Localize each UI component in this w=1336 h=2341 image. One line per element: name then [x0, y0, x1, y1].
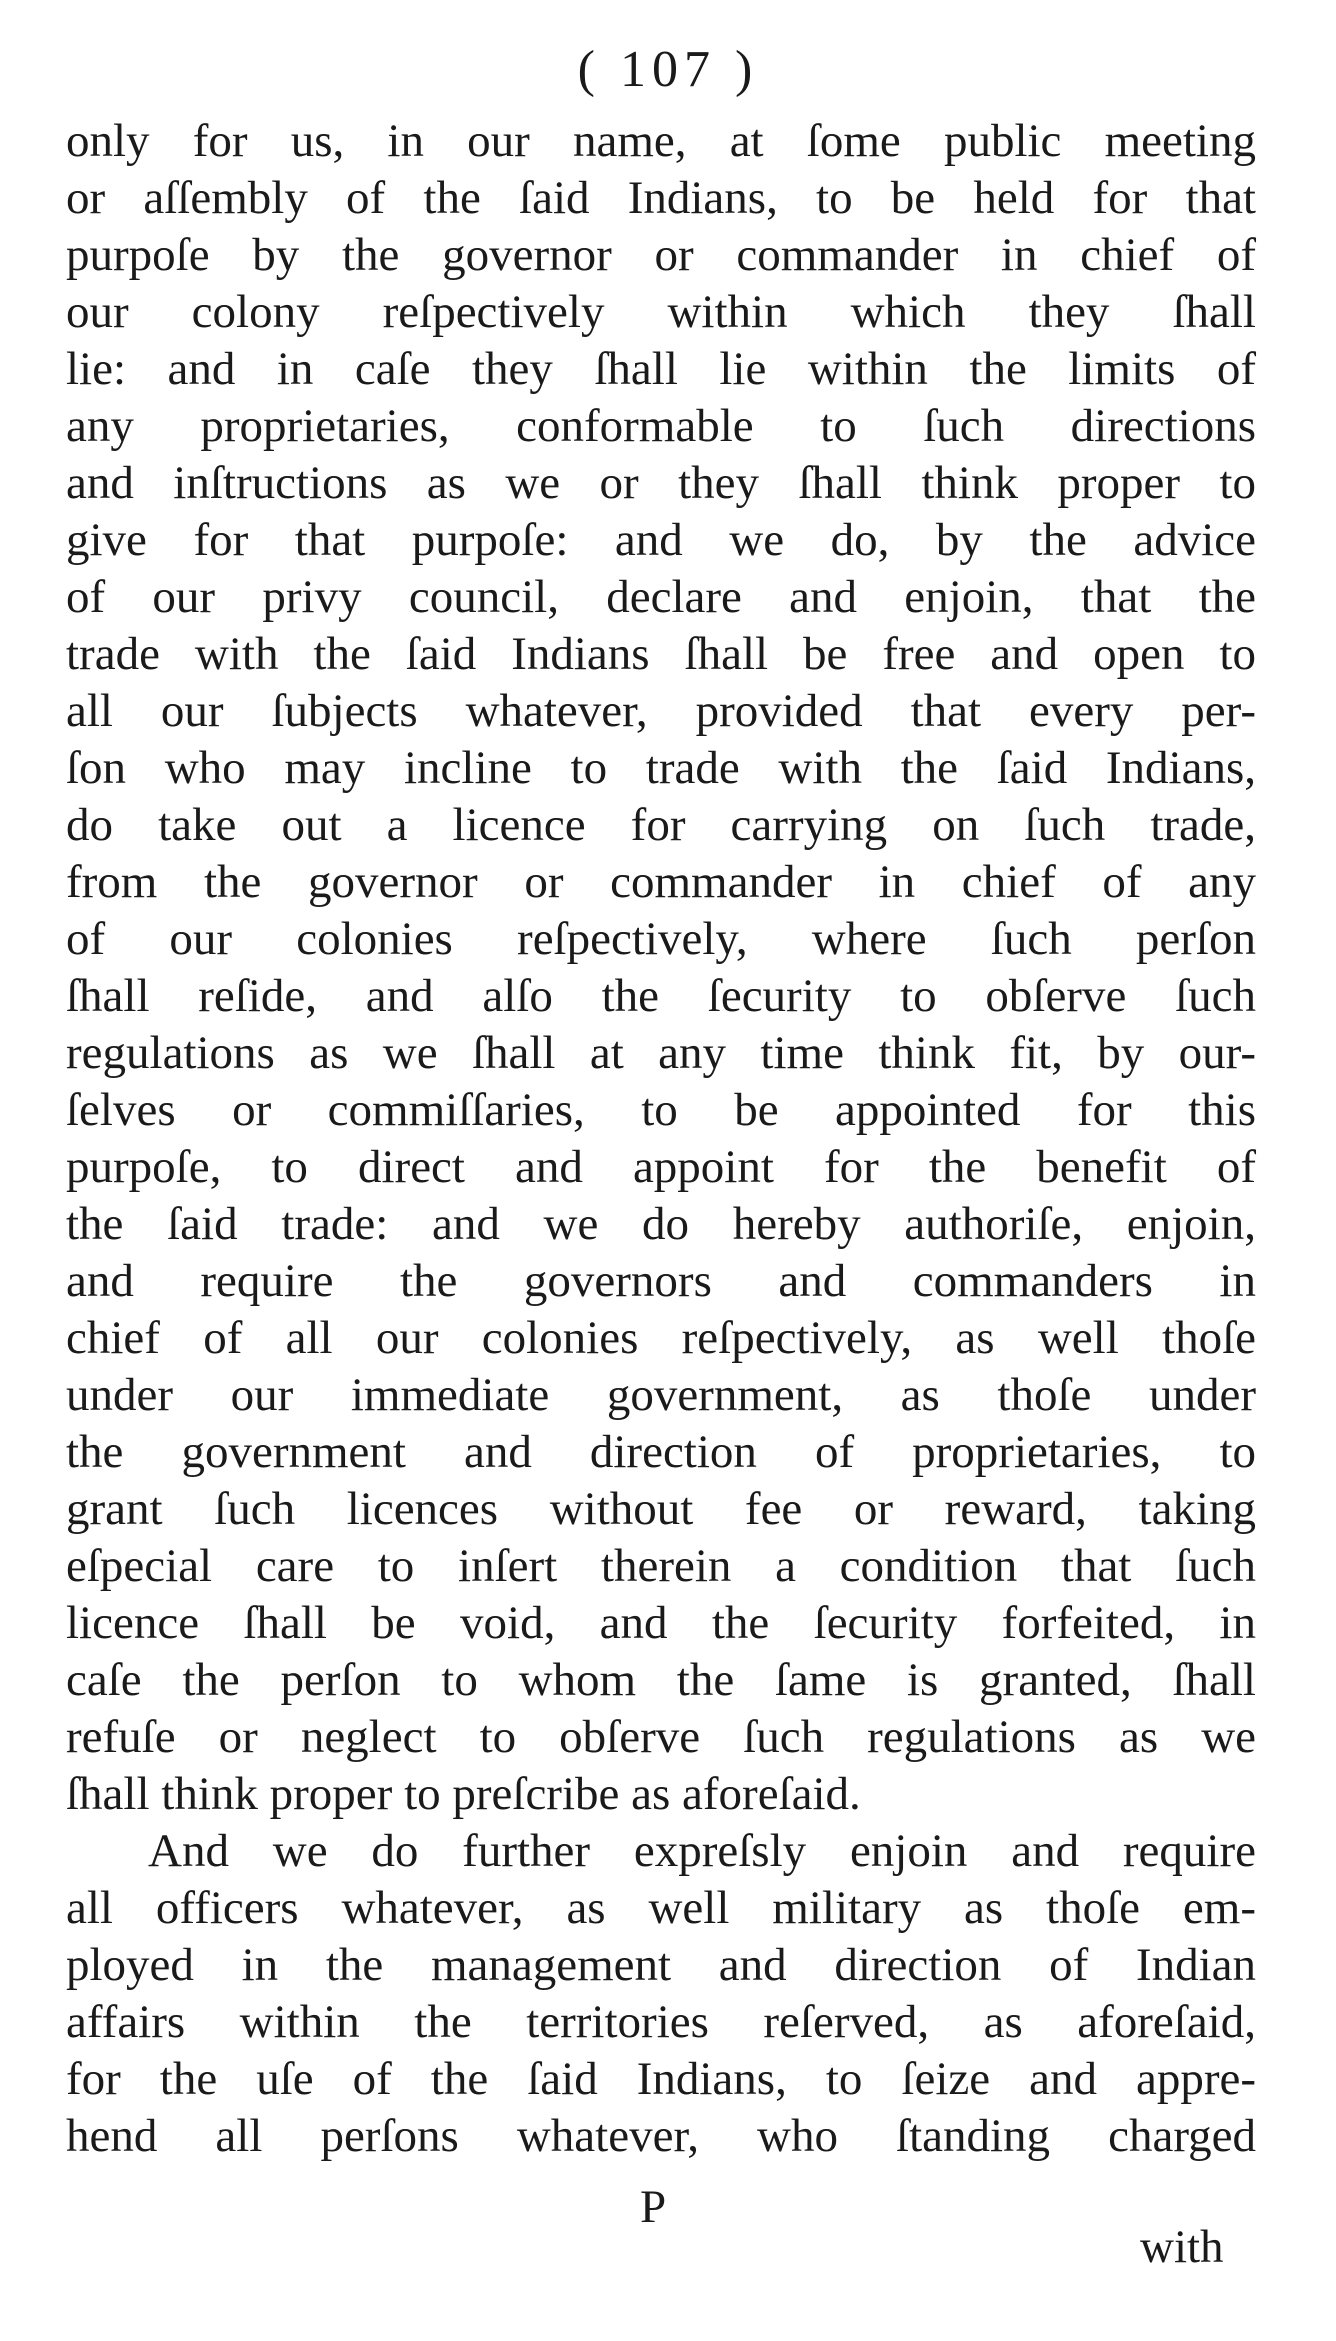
text-line: of our colonies reſpectively, where ſuch perſon [66, 913, 1256, 965]
text-line: under our immediate government, as thoſe under [66, 1369, 1256, 1421]
text-line: the ſaid trade: and we do hereby authoriſe, enjoin, [66, 1198, 1256, 1250]
text-line: for the uſe of the ſaid Indians, to ſeize and appre- [66, 2053, 1256, 2105]
text-line: and inſtructions as we or they ſhall think proper to [66, 457, 1256, 509]
text-line: And we do further expreſsly enjoin and require [148, 1825, 1256, 1877]
text-line: or aſſembly of the ſaid Indians, to be held for that [66, 172, 1256, 224]
text-line: caſe the perſon to whom the ſame is granted, ſhall [66, 1654, 1256, 1706]
text-line: any proprietaries, conformable to ſuch directions [66, 400, 1256, 452]
text-line: purpoſe by the governor or commander in chief of [66, 229, 1256, 281]
text-line: refuſe or neglect to obſerve ſuch regulations as we [66, 1711, 1256, 1763]
text-line: do take out a licence for carrying on ſuch trade, [66, 799, 1256, 851]
text-line: of our privy council, declare and enjoin, that the [66, 571, 1256, 623]
text-line: lie: and in caſe they ſhall lie within the limits of [66, 343, 1256, 395]
text-line: all our ſubjects whatever, provided that every per- [66, 685, 1256, 737]
text-line: licence ſhall be void, and the ſecurity forfeited, in [66, 1597, 1256, 1649]
text-line: ſhall reſide, and alſo the ſecurity to obſerve ſuch [66, 970, 1256, 1022]
text-line: all officers whatever, as well military as thoſe em- [66, 1882, 1256, 1934]
text-line: the government and direction of proprietaries, to [66, 1426, 1256, 1478]
signature-mark: P [640, 2181, 667, 2233]
text-line: only for us, in our name, at ſome public meeting [66, 115, 1256, 167]
text-line: and require the governors and commanders in [66, 1255, 1256, 1307]
text-line: regulations as we ſhall at any time think fit, by our- [66, 1027, 1256, 1079]
text-line: affairs within the territories reſerved, as aforeſaid, [66, 1996, 1256, 2048]
text-line: ſon who may incline to trade with the ſaid Indians, [66, 742, 1256, 794]
paragraph-2 [66, 1823, 1256, 2165]
body-text [66, 113, 1256, 2165]
text-line: our colony reſpectively within which they ſhall [66, 286, 1256, 338]
catchword: with [1140, 2221, 1224, 2273]
text-line: chief of all our colonies reſpectively, as well thoſe [66, 1312, 1256, 1364]
text-line: eſpecial care to inſert therein a condition that ſuch [66, 1540, 1256, 1592]
text-line: purpoſe, to direct and appoint for the benefit of [66, 1141, 1256, 1193]
text-line: give for that purpoſe: and we do, by the advice [66, 514, 1256, 566]
text-line: ſhall think proper to preſcribe as aforeſaid. [66, 1768, 861, 1820]
text-line: ſelves or commiſſaries, to be appointed for this [66, 1084, 1256, 1136]
text-line: hend all perſons whatever, who ſtanding charged [66, 2110, 1256, 2162]
text-line: trade with the ſaid Indians ſhall be free and open to [66, 628, 1256, 680]
text-line: from the governor or commander in chief of any [66, 856, 1256, 908]
text-line: grant ſuch licences without fee or reward, taking [66, 1483, 1256, 1535]
paragraph-1 [66, 113, 1256, 1823]
page-number: ( 107 ) [577, 41, 759, 98]
text-line: ployed in the management and direction of Indian [66, 1939, 1256, 1991]
